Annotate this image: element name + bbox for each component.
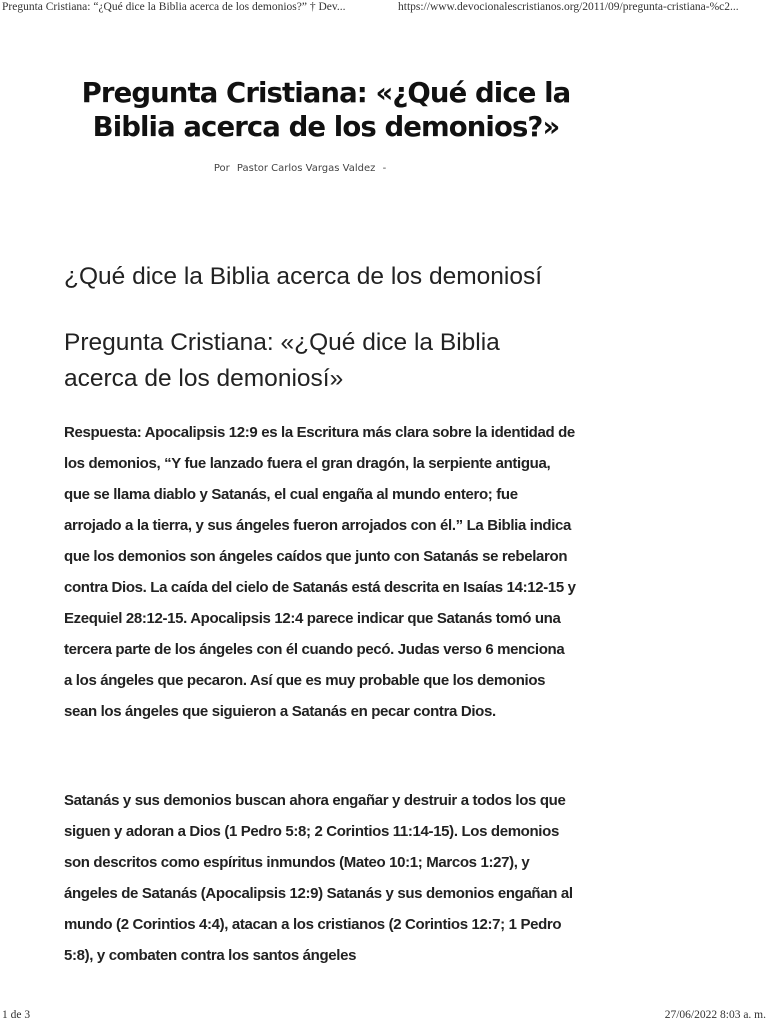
byline-prefix: Por [213, 163, 230, 174]
page-number: 1 de 3 [2, 1009, 31, 1021]
article-paragraph: Satanás y sus demonios buscan ahora engañar y destruir a todos los que siguen y adoran a Dios (1 Pedro 5:8; 2 Corintios 11:14-15). Los demonios son descritos como espíritus inmundos (Mateo 10:1; Marcos 1:27), y ángeles de Satanás (Apocalipsis 12:9) Satanás y sus demonios engañan al mundo (2 Corintios 4:4), atacan a los cristianos (2 Corintios 12:7; 1 Pedro 5:8), y combaten contra los santos ángeles [64, 792, 573, 964]
print-header-page-title: Pregunta Cristiana: “¿Qué dice la Biblia acerca de los demonios?” † Dev... [2, 1, 346, 13]
print-header [0, 0, 768, 18]
article-heading: ¿Qué dice la Biblia acerca de los demoniosí [64, 263, 543, 290]
author-link[interactable]: Pastor Carlos Vargas Valdez [236, 163, 376, 174]
byline [0, 163, 604, 174]
article-title: Pregunta Cristiana: «¿Qué dice la Biblia acerca de los demonios?» [81, 77, 571, 143]
print-header-url: https://www.devocionalescristianos.org/2011/09/pregunta-cristiana-%c2... [398, 1, 739, 13]
article-subheading: Pregunta Cristiana: «¿Qué dice la Biblia acerca de los demoniosí» [64, 329, 500, 392]
article-paragraph: Respuesta: Apocalipsis 12:9 es la Escritura más clara sobre la identidad de los demonios, “Y fue lanzado fuera el gran dragón, la serpiente antigua, que se llama diablo y Satanás, el cual engaña al mundo entero; fue arrojado a la tierra, y sus ángeles fueron arrojados con él.” La Biblia indica que los demonios son ángeles caídos que junto con Satanás se rebelaron contra Dios. La caída del cielo de Satanás está descrita en Isaías 14:12-15 y Ezequiel 28:12-15. Apocalipsis 12:4 parece indicar que Satanás tomó una tercera parte de los ángeles con él cuando pecó. Judas verso 6 menciona a los ángeles que pecaron. Así que es muy probable que los demonios sean los ángeles que siguieron a Satanás en pecar contra Dios. [64, 424, 576, 720]
print-datetime: 27/06/2022 8:03 a. m. [664, 1009, 766, 1021]
byline-separator: - [382, 163, 387, 174]
print-footer [0, 1008, 768, 1024]
